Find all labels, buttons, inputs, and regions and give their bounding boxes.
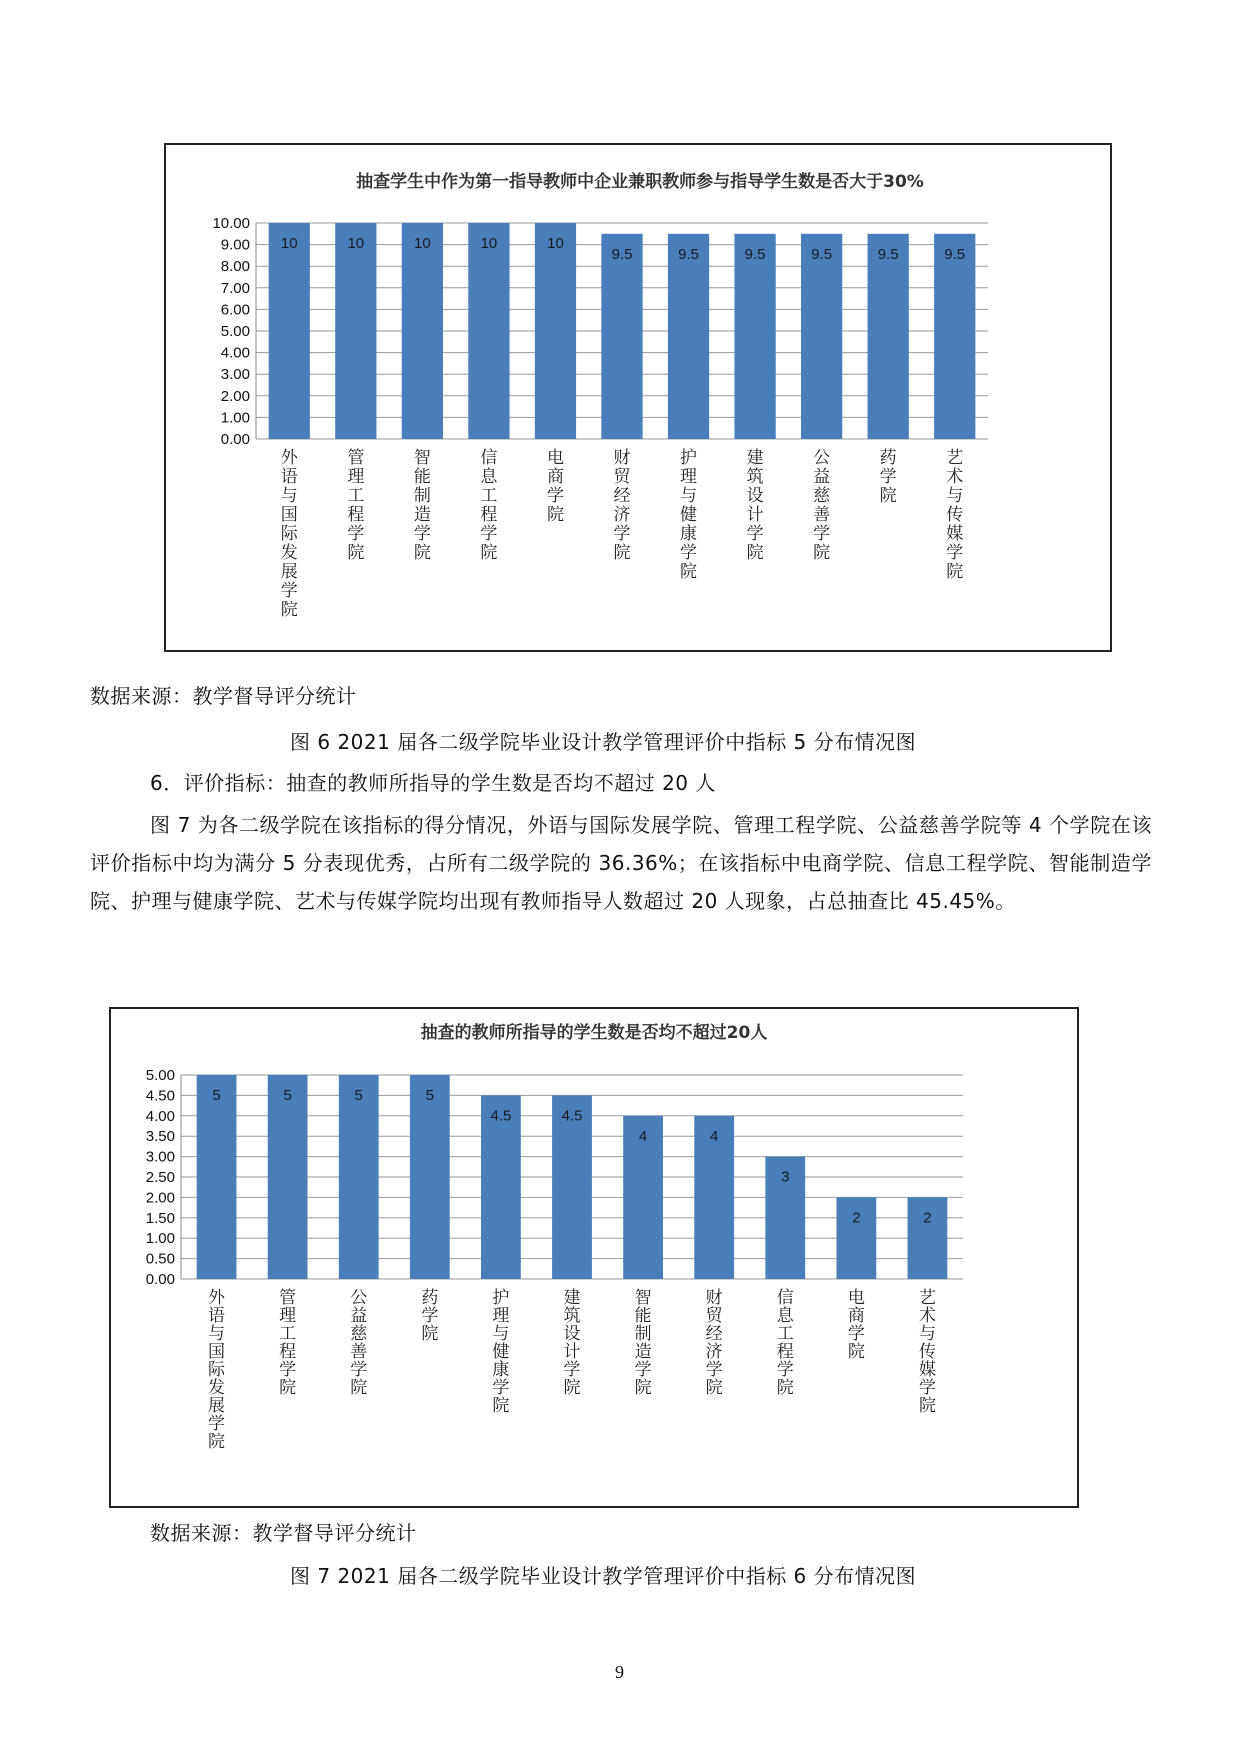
category-label: 药学院 — [421, 1288, 439, 1344]
bar — [668, 234, 709, 439]
category-label: 建筑设计学院 — [746, 448, 764, 563]
y-tick-label: 3.50 — [145, 1128, 175, 1146]
chart-fig6 — [166, 145, 1110, 650]
category-label: 管理工程学院 — [347, 448, 365, 563]
y-tick-label: 1.00 — [220, 409, 250, 427]
category-label: 外语与国际发展学院 — [208, 1288, 226, 1452]
data-label: 10 — [347, 235, 365, 252]
data-label: 5 — [283, 1087, 292, 1104]
data-label: 9.5 — [744, 245, 766, 263]
section-heading-6: 6．评价指标：抽查的教师所指导的学生数是否均不超过 20 人 — [150, 771, 716, 795]
category-label: 智能制造学院 — [634, 1288, 652, 1398]
data-label: 10 — [547, 235, 564, 252]
bar — [601, 234, 642, 439]
paragraph-fig7-description: 图 7 为各二级学院在该指标的得分情况，外语与国际发展学院、管理工程学院、公益慈善学院等 4 个学院在该评价指标中均为满分 5 分表现优秀，占所有二级学院的 36.36%；在该指标中电商学院、信息工程学院、智能制造学院、护理与健康学院、艺术与传媒学院均出现有教师指导人数超过 20 人现象，占总抽查比 45.45%。 — [90, 813, 1152, 913]
chart-fig7-frame — [109, 1007, 1079, 1508]
y-tick-label: 3.00 — [220, 366, 250, 384]
caption-fig7: 图 7 2021 届各二级学院毕业设计教学管理评价中指标 6 分布情况图 — [290, 1564, 917, 1588]
y-tick-label: 9.00 — [220, 236, 250, 254]
data-label: 4.5 — [490, 1107, 512, 1125]
data-label: 9.5 — [678, 245, 699, 263]
y-tick-label: 2.50 — [145, 1169, 175, 1186]
y-tick-label: 6.00 — [220, 301, 250, 319]
data-label: 5 — [354, 1087, 363, 1104]
chart-title: 抽查的教师所指导的学生数是否均不超过20人 — [420, 1023, 768, 1043]
y-tick-label: 8.00 — [220, 258, 250, 276]
category-label: 电商学院 — [546, 448, 564, 525]
bar — [535, 223, 576, 439]
category-label: 智能制造学院 — [413, 448, 431, 563]
data-label: 9.5 — [877, 245, 899, 263]
category-label: 信息工程学院 — [480, 448, 498, 563]
bar — [734, 234, 775, 439]
category-label: 财贸经济学院 — [613, 448, 631, 563]
bar — [868, 234, 909, 439]
bar — [801, 234, 842, 439]
y-tick-label: 0.50 — [145, 1250, 175, 1268]
data-label: 3 — [781, 1168, 790, 1186]
bar — [269, 223, 310, 439]
category-label: 电商学院 — [847, 1288, 865, 1362]
chart-fig6-frame — [164, 143, 1112, 652]
data-label: 2 — [852, 1209, 861, 1227]
caption-fig6: 图 6 2021 届各二级学院毕业设计教学管理评价中指标 5 分布情况图 — [290, 730, 917, 754]
data-label: 9.5 — [811, 245, 833, 263]
y-tick-label: 5.00 — [145, 1067, 175, 1084]
y-tick-label: 10.00 — [212, 215, 250, 232]
data-label: 5 — [425, 1087, 434, 1104]
data-source-fig7: 数据来源：教学督导评分统计 — [150, 1521, 417, 1545]
data-label: 9.5 — [944, 245, 966, 263]
data-source-fig6: 数据来源：教学督导评分统计 — [90, 684, 357, 708]
category-label: 外语与国际发展学院 — [280, 448, 298, 620]
y-tick-label: 4.50 — [145, 1087, 175, 1105]
bar — [402, 223, 443, 439]
page-number: 9 — [615, 1662, 624, 1682]
category-label: 护理与健康学院 — [680, 448, 698, 582]
y-tick-label: 2.00 — [145, 1189, 175, 1207]
y-tick-label: 0.00 — [145, 1271, 175, 1288]
category-label: 药学院 — [879, 448, 897, 506]
bar — [410, 1075, 450, 1279]
category-label: 建筑设计学院 — [563, 1288, 581, 1398]
y-tick-label: 3.00 — [145, 1148, 175, 1166]
bar — [268, 1075, 308, 1279]
y-tick-label: 0.00 — [220, 431, 250, 448]
category-label: 财贸经济学院 — [705, 1288, 723, 1398]
data-label: 4 — [710, 1127, 719, 1145]
chart-title: 抽查学生中作为第一指导教师中企业兼职教师参与指导学生数是否大于30% — [356, 172, 924, 192]
category-label: 护理与健康学院 — [492, 1288, 510, 1416]
y-tick-label: 1.00 — [145, 1230, 175, 1248]
bar — [335, 223, 376, 439]
category-label: 艺术与传媒学院 — [918, 1288, 936, 1416]
category-label: 公益慈善学院 — [350, 1288, 368, 1398]
y-tick-label: 4.00 — [220, 344, 250, 362]
category-label: 管理工程学院 — [279, 1288, 297, 1398]
y-tick-label: 4.00 — [145, 1107, 175, 1125]
category-label: 公益慈善学院 — [813, 448, 831, 563]
data-label: 10 — [414, 235, 431, 252]
y-tick-label: 2.00 — [220, 387, 250, 405]
bar — [934, 234, 975, 439]
y-tick-label: 7.00 — [220, 279, 250, 297]
data-label: 5 — [212, 1087, 221, 1104]
data-label: 10 — [280, 235, 298, 252]
chart-fig7 — [111, 1009, 1077, 1506]
category-label: 艺术与传媒学院 — [946, 448, 964, 582]
data-label: 2 — [923, 1209, 932, 1227]
data-label: 9.5 — [611, 245, 633, 263]
y-tick-label: 5.00 — [220, 323, 250, 340]
bar — [468, 223, 509, 439]
data-label: 4 — [638, 1127, 648, 1145]
bar — [197, 1075, 237, 1279]
bar — [339, 1075, 379, 1279]
category-label: 信息工程学院 — [776, 1288, 794, 1398]
data-label: 10 — [480, 235, 498, 252]
y-tick-label: 1.50 — [145, 1209, 175, 1227]
data-label: 4.5 — [561, 1107, 583, 1125]
